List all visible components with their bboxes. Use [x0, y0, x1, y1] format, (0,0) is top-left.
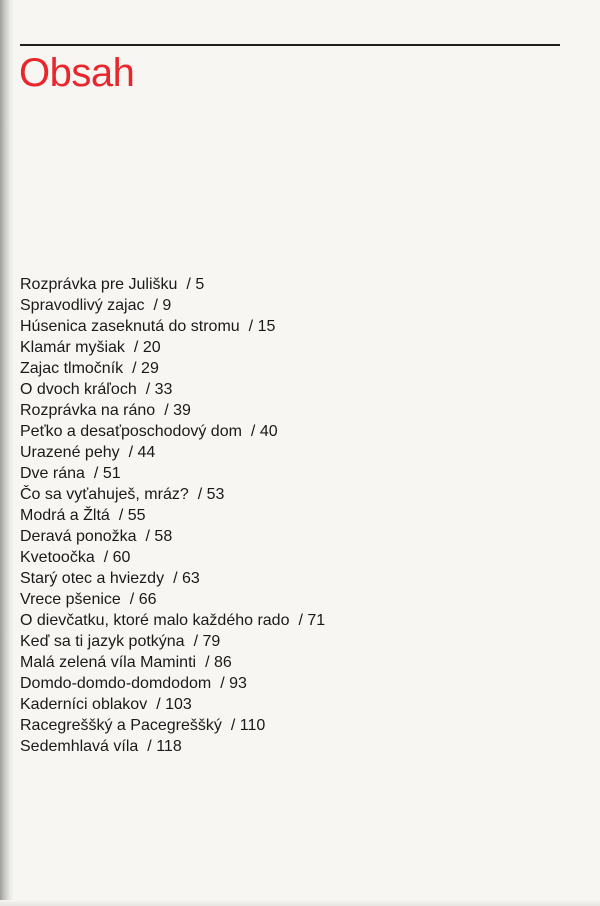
toc-separator: /: [129, 591, 135, 608]
page-binding-shadow: [0, 0, 14, 906]
toc-entry: [20, 694, 580, 715]
toc-entry-title: Rozprávka na ráno: [20, 402, 156, 419]
toc-entry-page: 86: [213, 654, 232, 671]
toc-entry-page: 53: [206, 486, 225, 503]
toc-separator: /: [250, 423, 256, 440]
toc-entry-page: 71: [307, 612, 326, 629]
toc-entry-title: Dve rána: [20, 465, 85, 482]
toc-entry: [20, 274, 580, 295]
header-rule: [20, 44, 560, 46]
page-title: Obsah: [19, 51, 135, 95]
toc-entry-title: Starý otec a hviezdy: [20, 570, 165, 587]
toc-entry-page: 5: [195, 276, 205, 293]
toc-entry-title: O dievčatku, ktoré malo každého rado: [20, 612, 290, 629]
toc-separator: /: [197, 486, 203, 503]
toc-separator: /: [173, 570, 178, 587]
toc-separator: /: [93, 465, 99, 482]
toc-entry: [20, 295, 580, 316]
toc-separator: /: [230, 717, 236, 734]
toc-entry: [20, 337, 580, 358]
toc-separator: /: [153, 297, 158, 314]
toc-entry-title: Peťko a desaťposchodový dom: [20, 423, 242, 440]
toc-entry: [20, 715, 580, 736]
toc-entry-page: 51: [102, 465, 121, 482]
toc-entry-title: Keď sa ti jazyk potkýna: [20, 633, 185, 650]
toc-entry: [20, 610, 580, 631]
toc-entry: [20, 316, 580, 337]
toc-entry: [20, 379, 580, 400]
toc-entry: [20, 652, 580, 673]
toc-entry: [20, 526, 580, 547]
toc-entry-title: Húsenica zaseknutá do stromu: [20, 318, 240, 335]
toc-separator: /: [145, 528, 150, 545]
toc-entry: [20, 589, 580, 610]
toc-entry: [20, 505, 580, 526]
toc-separator: /: [128, 444, 134, 461]
toc-entry-page: 40: [259, 423, 278, 440]
toc-entry-page: 55: [127, 507, 146, 524]
table-of-contents: [20, 274, 580, 757]
toc-entry: [20, 400, 580, 421]
toc-entry-page: 66: [138, 591, 157, 608]
toc-entry-page: 79: [202, 633, 221, 650]
toc-entry-page: 39: [173, 402, 191, 419]
toc-entry-title: Zajac tlmočník: [20, 360, 124, 377]
toc-separator: /: [220, 675, 225, 692]
toc-entry-page: 110: [239, 717, 266, 734]
toc-separator: /: [118, 507, 124, 524]
toc-entry: [20, 631, 580, 652]
toc-entry-page: 20: [142, 339, 161, 356]
toc-entry-title: Racegreššký a Pacegreššký: [20, 717, 222, 734]
toc-entry: [20, 358, 580, 379]
toc-separator: /: [164, 402, 169, 419]
toc-separator: /: [205, 654, 210, 671]
toc-entry-title: Urazené pehy: [20, 444, 120, 461]
toc-entry-title: Malá zelená víla Maminti: [20, 654, 197, 671]
toc-entry-title: O dvoch kráľoch: [20, 381, 137, 398]
toc-entry: [20, 421, 580, 442]
toc-entry: [20, 442, 580, 463]
toc-separator: /: [156, 696, 161, 713]
toc-entry-page: 118: [156, 738, 182, 755]
toc-entry: [20, 463, 580, 484]
toc-separator: /: [133, 339, 139, 356]
toc-entry: [20, 547, 580, 568]
toc-entry-title: Modrá a Žltá: [20, 507, 110, 524]
toc-entry-page: 33: [154, 381, 173, 398]
toc-entry-page: 60: [112, 549, 131, 566]
toc-entry: [20, 568, 580, 589]
page-bottom-edge: [0, 900, 600, 906]
toc-entry-title: Čo sa vyťahuješ, mráz?: [20, 486, 189, 503]
toc-separator: /: [186, 276, 191, 293]
toc-entry-page: 58: [154, 528, 173, 545]
toc-entry: [20, 736, 580, 757]
toc-separator: /: [145, 381, 151, 398]
toc-entry-page: 9: [162, 297, 172, 314]
toc-entry-title: Kvetoočka: [20, 549, 95, 566]
toc-entry-page: 103: [165, 696, 192, 713]
toc-separator: /: [147, 738, 152, 755]
toc-entry-title: Vrece pšenice: [20, 591, 121, 608]
toc-entry-page: 93: [229, 675, 247, 692]
toc-entry-title: Rozprávka pre Julišku: [20, 276, 178, 293]
toc-separator: /: [298, 612, 303, 629]
toc-separator: /: [248, 318, 254, 335]
toc-entry-page: 44: [137, 444, 156, 461]
toc-entry: [20, 673, 580, 694]
toc-entry: [20, 484, 580, 505]
toc-entry-page: 63: [181, 570, 200, 587]
toc-separator: /: [103, 549, 109, 566]
toc-entry-title: Deravá ponožka: [20, 528, 137, 545]
toc-entry-title: Domdo-domdo-domdodom: [20, 675, 212, 692]
toc-entry-page: 15: [257, 318, 276, 335]
toc-entry-title: Sedemhlavá víla: [20, 738, 139, 755]
toc-separator: /: [193, 633, 199, 650]
toc-separator: /: [132, 360, 137, 377]
toc-entry-title: Spravodlivý zajac: [20, 297, 145, 314]
toc-entry-title: Kaderníci oblakov: [20, 696, 148, 713]
toc-entry-title: Klamár myšiak: [20, 339, 125, 356]
toc-entry-page: 29: [141, 360, 159, 377]
